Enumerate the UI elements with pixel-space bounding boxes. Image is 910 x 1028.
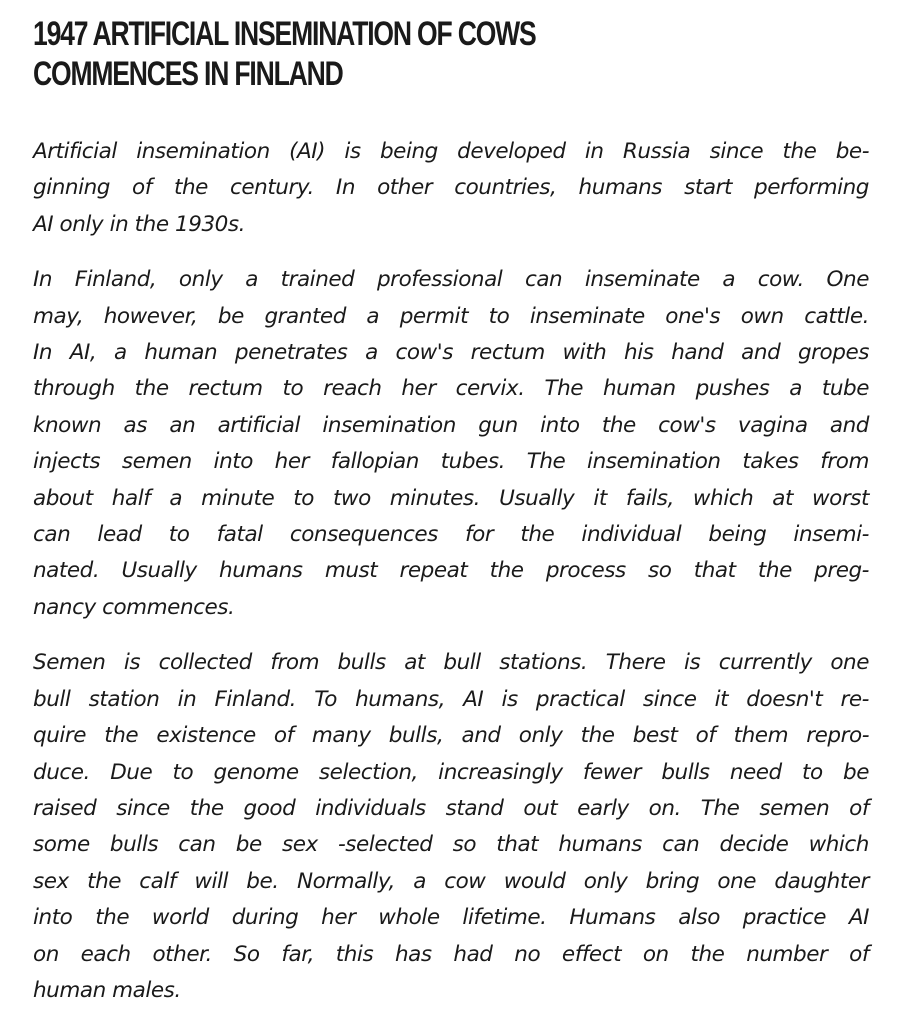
text-line: nated. Usually humans must repeat the process so that the preg- xyxy=(33,558,869,584)
text-line: quire the existence of many bulls, and only the best of them repro- xyxy=(33,723,869,749)
text-line: can lead to fatal consequences for the individual being insemi- xyxy=(33,522,869,548)
text-line: In Finland, only a trained professional can inseminate a cow. One xyxy=(33,267,869,293)
text-line: on each other. So far, this has had no effect on the number of xyxy=(33,941,869,967)
text-line: may, however, be granted a permit to inseminate one's own cattle. xyxy=(33,303,869,329)
paragraph-3 xyxy=(33,645,869,1009)
text-line: In AI, a human penetrates a cow's rectum with his hand and gropes xyxy=(33,340,869,366)
text-line: bull station in Finland. To humans, AI is practical since it doesn't re- xyxy=(33,686,869,712)
text-line: Artificial insemination (AI) is being developed in Russia since the be- xyxy=(33,139,869,164)
text-line: some bulls can be sex -selected so that humans can decide which xyxy=(33,832,869,858)
text-line: about half a minute to two minutes. Usually it fails, which at worst xyxy=(33,485,869,511)
title-line-2: COMMENCES IN FINLAND xyxy=(33,55,343,93)
paragraph-1 xyxy=(33,134,869,243)
text-line: ginning of the century. In other countries, humans start performing xyxy=(33,175,869,201)
text-line: AI only in the 1930s. xyxy=(33,211,246,237)
text-line: duce. Due to genome selection, increasingly fewer bulls need to be xyxy=(33,759,869,785)
article-title xyxy=(33,14,875,94)
text-line: Semen is collected from bulls at bull stations. There is currently one xyxy=(33,650,869,676)
paragraph-2 xyxy=(33,262,869,626)
text-line: nancy commences. xyxy=(33,594,235,620)
article xyxy=(33,14,871,1003)
title-line-1: 1947 ARTIFICIAL INSEMINATION OF COWS xyxy=(33,15,536,53)
text-line: through the rectum to reach her cervix. The human pushes a tube xyxy=(33,376,869,402)
text-line: into the world during her whole lifetime. Humans also practice AI xyxy=(33,905,869,931)
text-line: injects semen into her fallopian tubes. The insemination takes from xyxy=(33,449,869,475)
text-line: human males. xyxy=(33,977,181,1003)
article-body xyxy=(33,134,869,1028)
text-line: raised since the good individuals stand out early on. The semen of xyxy=(33,795,869,821)
text-line: sex the calf will be. Normally, a cow would only bring one daughter xyxy=(33,868,869,894)
text-line: known as an artificial insemination gun into the cow's vagina and xyxy=(33,412,869,438)
